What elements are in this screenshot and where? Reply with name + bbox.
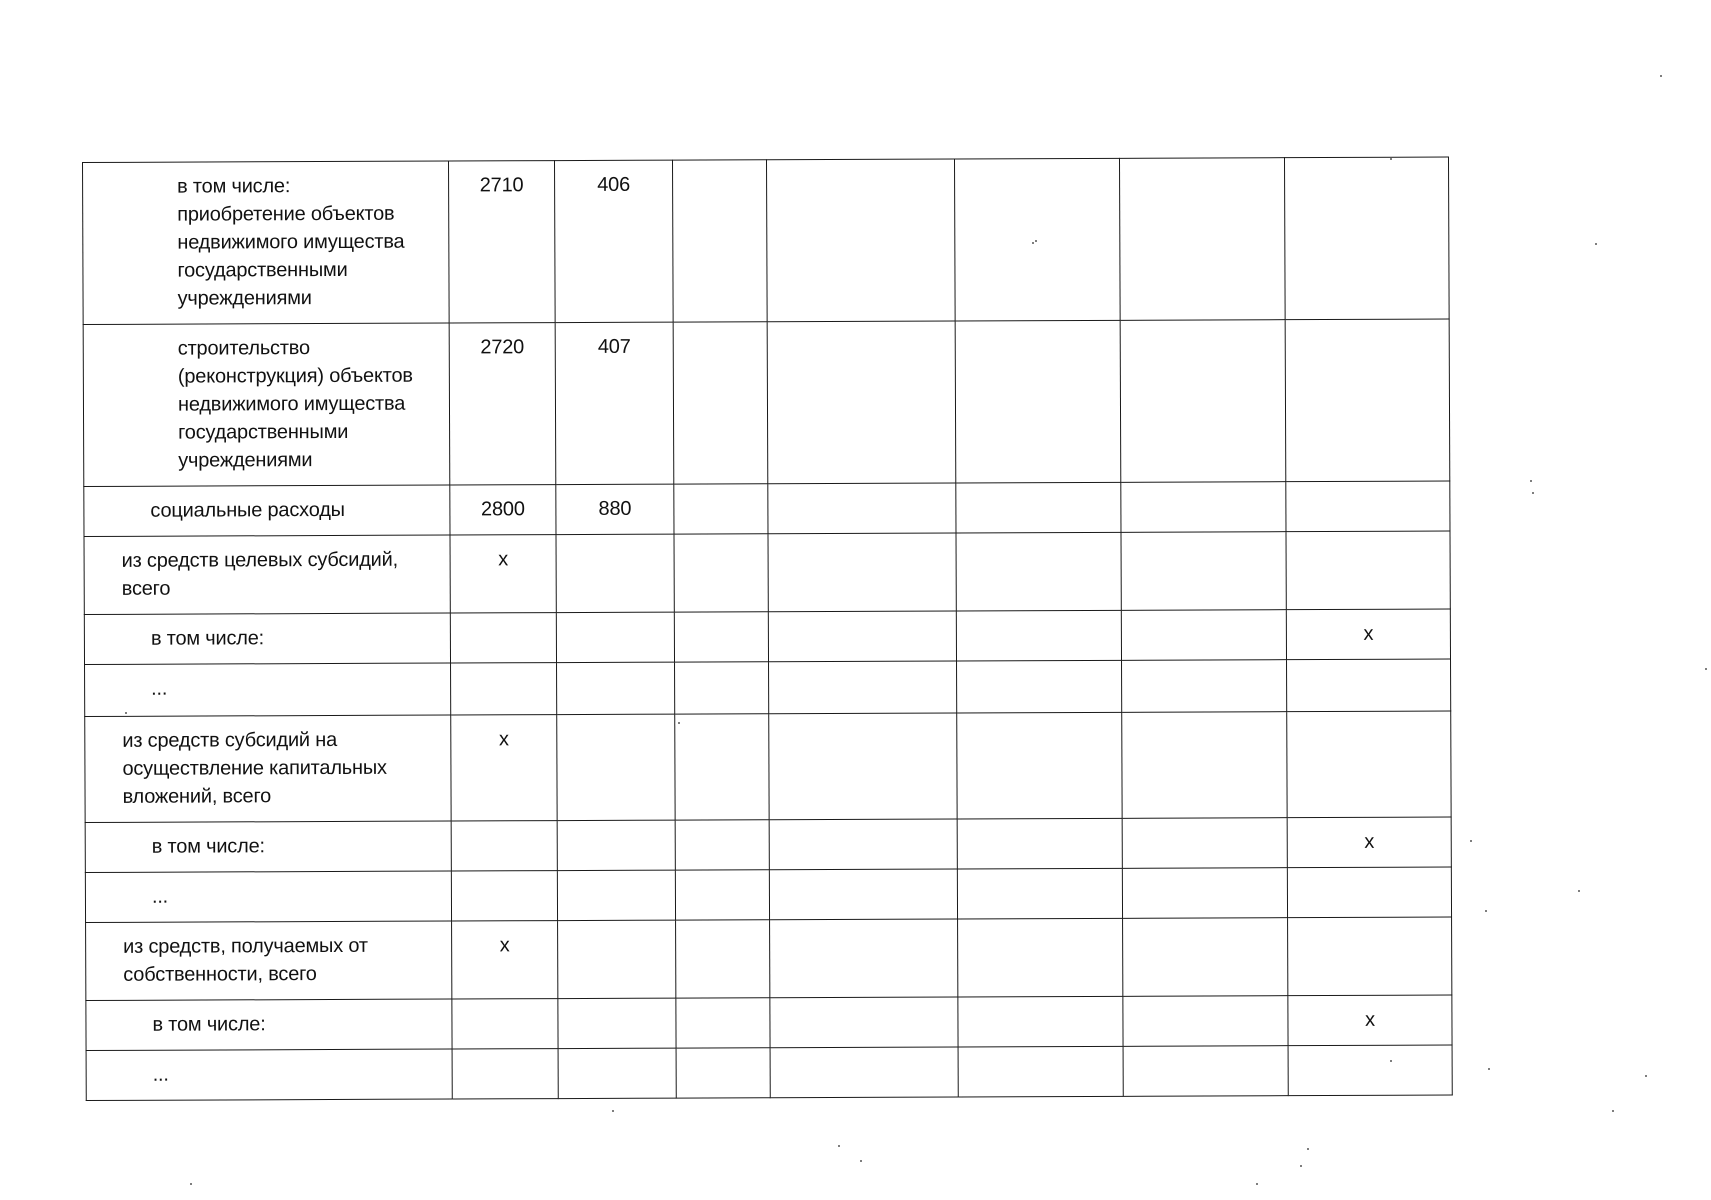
value-cell	[958, 996, 1123, 1047]
line-code-cell	[451, 871, 557, 921]
value-cell	[766, 159, 955, 322]
value-cell	[1121, 482, 1286, 533]
table-row	[84, 481, 1450, 536]
label-line: приобретение объектов	[177, 202, 395, 226]
label-line: всего	[121, 577, 171, 600]
kbk-code-cell: 880	[556, 484, 674, 534]
row-label: в том числе:	[86, 999, 452, 1050]
value-cell	[1122, 712, 1287, 819]
kbk-code-cell: 406	[554, 160, 673, 322]
scan-speck	[1390, 158, 1392, 160]
kbk-code-cell	[558, 998, 676, 1048]
value-cell	[958, 918, 1123, 997]
label-line: вложений, всего	[122, 785, 272, 808]
value-cell	[770, 997, 958, 1048]
value-cell	[674, 612, 768, 662]
value-cell	[767, 321, 956, 484]
value-cell	[1123, 918, 1288, 997]
x-mark-cell: х	[1288, 995, 1452, 1046]
label-line: в том числе:	[177, 175, 291, 198]
scan-speck	[1530, 480, 1532, 482]
value-cell	[769, 661, 957, 714]
label-line: государственными	[178, 420, 349, 444]
report-table	[82, 157, 1453, 1101]
kbk-code-cell	[557, 820, 675, 870]
scan-speck	[860, 1160, 862, 1162]
kbk-code-cell	[557, 870, 675, 920]
scan-speck	[1532, 492, 1534, 494]
row-label: ...	[85, 871, 451, 922]
value-cell	[1122, 818, 1287, 869]
value-cell	[676, 998, 770, 1048]
value-cell	[956, 532, 1121, 611]
value-cell	[676, 920, 770, 998]
value-cell	[1287, 867, 1451, 918]
value-cell	[1122, 660, 1287, 713]
scan-speck	[1300, 1165, 1302, 1167]
value-cell	[768, 533, 956, 612]
row-label	[85, 715, 451, 822]
value-cell	[672, 160, 767, 322]
row-label	[83, 323, 450, 486]
table-row	[86, 917, 1452, 1000]
label-line: государственными	[177, 258, 348, 282]
value-cell	[1284, 157, 1449, 320]
scan-speck	[1032, 242, 1034, 244]
kbk-code-cell: 407	[555, 322, 674, 484]
table-row	[84, 531, 1450, 614]
row-label	[83, 161, 450, 324]
row-label	[84, 535, 450, 614]
line-code-cell: х	[451, 715, 557, 821]
line-code-cell	[451, 663, 557, 715]
table-row	[85, 817, 1451, 872]
value-cell	[768, 611, 956, 662]
value-cell	[1123, 1046, 1288, 1097]
value-cell	[1286, 531, 1450, 610]
value-cell	[1121, 610, 1286, 661]
line-code-cell	[452, 999, 558, 1049]
scan-speck	[1645, 1075, 1647, 1077]
scan-speck	[1612, 1110, 1614, 1112]
value-cell	[957, 660, 1122, 713]
label-line: из средств целевых субсидий,	[121, 548, 399, 572]
scan-speck	[1660, 75, 1662, 77]
kbk-code-cell	[558, 1048, 676, 1098]
scan-speck	[1705, 668, 1707, 670]
value-cell	[675, 662, 769, 714]
value-cell	[769, 869, 957, 920]
table-row	[85, 867, 1451, 922]
value-cell	[957, 818, 1122, 869]
label-line: недвижимого имущества	[177, 392, 406, 416]
label-line: недвижимого имущества	[177, 230, 405, 254]
line-code-cell	[451, 821, 557, 871]
scan-speck	[612, 1110, 614, 1112]
value-cell	[1285, 319, 1450, 482]
label-line: учреждениями	[177, 287, 312, 310]
value-cell	[1121, 532, 1286, 611]
row-label: ...	[85, 663, 451, 716]
row-label: ...	[86, 1049, 452, 1100]
label-line: осуществление капитальных	[122, 756, 387, 780]
value-cell	[1287, 659, 1451, 712]
value-cell	[769, 819, 957, 870]
value-cell	[770, 1047, 958, 1098]
scan-speck	[1578, 890, 1580, 892]
table-row	[85, 659, 1451, 716]
value-cell	[1119, 158, 1285, 321]
value-cell	[1123, 996, 1288, 1047]
kbk-code-cell	[556, 534, 674, 612]
kbk-code-cell	[557, 714, 675, 820]
value-cell	[675, 714, 769, 820]
scan-speck	[1035, 240, 1037, 242]
value-cell	[674, 484, 768, 534]
table-row	[84, 609, 1450, 664]
scan-speck	[1256, 1183, 1258, 1185]
value-cell	[1122, 868, 1287, 919]
value-cell	[956, 482, 1121, 533]
value-cell	[955, 320, 1121, 483]
kbk-code-cell	[556, 612, 674, 662]
label-line: строительство	[177, 337, 310, 360]
line-code-cell: х	[452, 921, 558, 999]
line-code-cell: 2710	[448, 161, 555, 323]
value-cell	[673, 322, 768, 484]
scan-speck	[190, 1183, 192, 1185]
line-code-cell: 2800	[450, 485, 556, 535]
table-row	[83, 319, 1450, 486]
label-line: из средств субсидий на	[122, 728, 338, 752]
x-mark-cell: х	[1286, 609, 1450, 660]
row-label	[86, 921, 452, 1000]
kbk-code-cell	[557, 662, 675, 714]
label-line: учреждениями	[178, 449, 313, 472]
label-line: (реконструкция) объектов	[177, 364, 413, 388]
value-cell	[675, 820, 769, 870]
value-cell	[1120, 320, 1286, 483]
value-cell	[958, 1046, 1123, 1097]
scan-speck	[1485, 910, 1487, 912]
scan-speck	[678, 722, 680, 724]
value-cell	[1286, 481, 1450, 532]
line-code-cell: 2720	[449, 323, 556, 485]
value-cell	[957, 868, 1122, 919]
scan-speck	[1488, 1068, 1490, 1070]
value-cell	[1288, 1045, 1452, 1096]
value-cell	[954, 158, 1120, 321]
scan-speck	[1470, 840, 1472, 842]
label-line: из средств, получаемых от	[123, 934, 368, 958]
line-code-cell: х	[450, 535, 556, 613]
line-code-cell	[452, 1049, 558, 1099]
table-row	[83, 157, 1450, 324]
table-row	[85, 711, 1451, 822]
value-cell	[676, 1048, 770, 1098]
table-row	[86, 1045, 1452, 1100]
row-label: в том числе:	[85, 821, 451, 872]
value-cell	[1288, 917, 1452, 996]
scan-speck	[1390, 1060, 1392, 1062]
table-row	[86, 995, 1452, 1050]
value-cell	[769, 713, 957, 820]
scan-speck	[125, 712, 127, 714]
value-cell	[956, 610, 1121, 661]
scan-speck	[1307, 1148, 1309, 1150]
scan-speck	[1595, 243, 1597, 245]
scan-speck	[838, 1145, 840, 1147]
line-code-cell	[450, 613, 556, 663]
label-line: собственности, всего	[123, 963, 317, 986]
value-cell	[674, 534, 768, 612]
row-label: социальные расходы	[84, 485, 450, 536]
value-cell	[768, 483, 956, 534]
value-cell	[770, 919, 958, 998]
value-cell	[675, 870, 769, 920]
value-cell	[957, 712, 1122, 819]
kbk-code-cell	[558, 920, 676, 998]
row-label: в том числе:	[84, 613, 450, 664]
value-cell	[1287, 711, 1451, 818]
x-mark-cell: х	[1287, 817, 1451, 868]
